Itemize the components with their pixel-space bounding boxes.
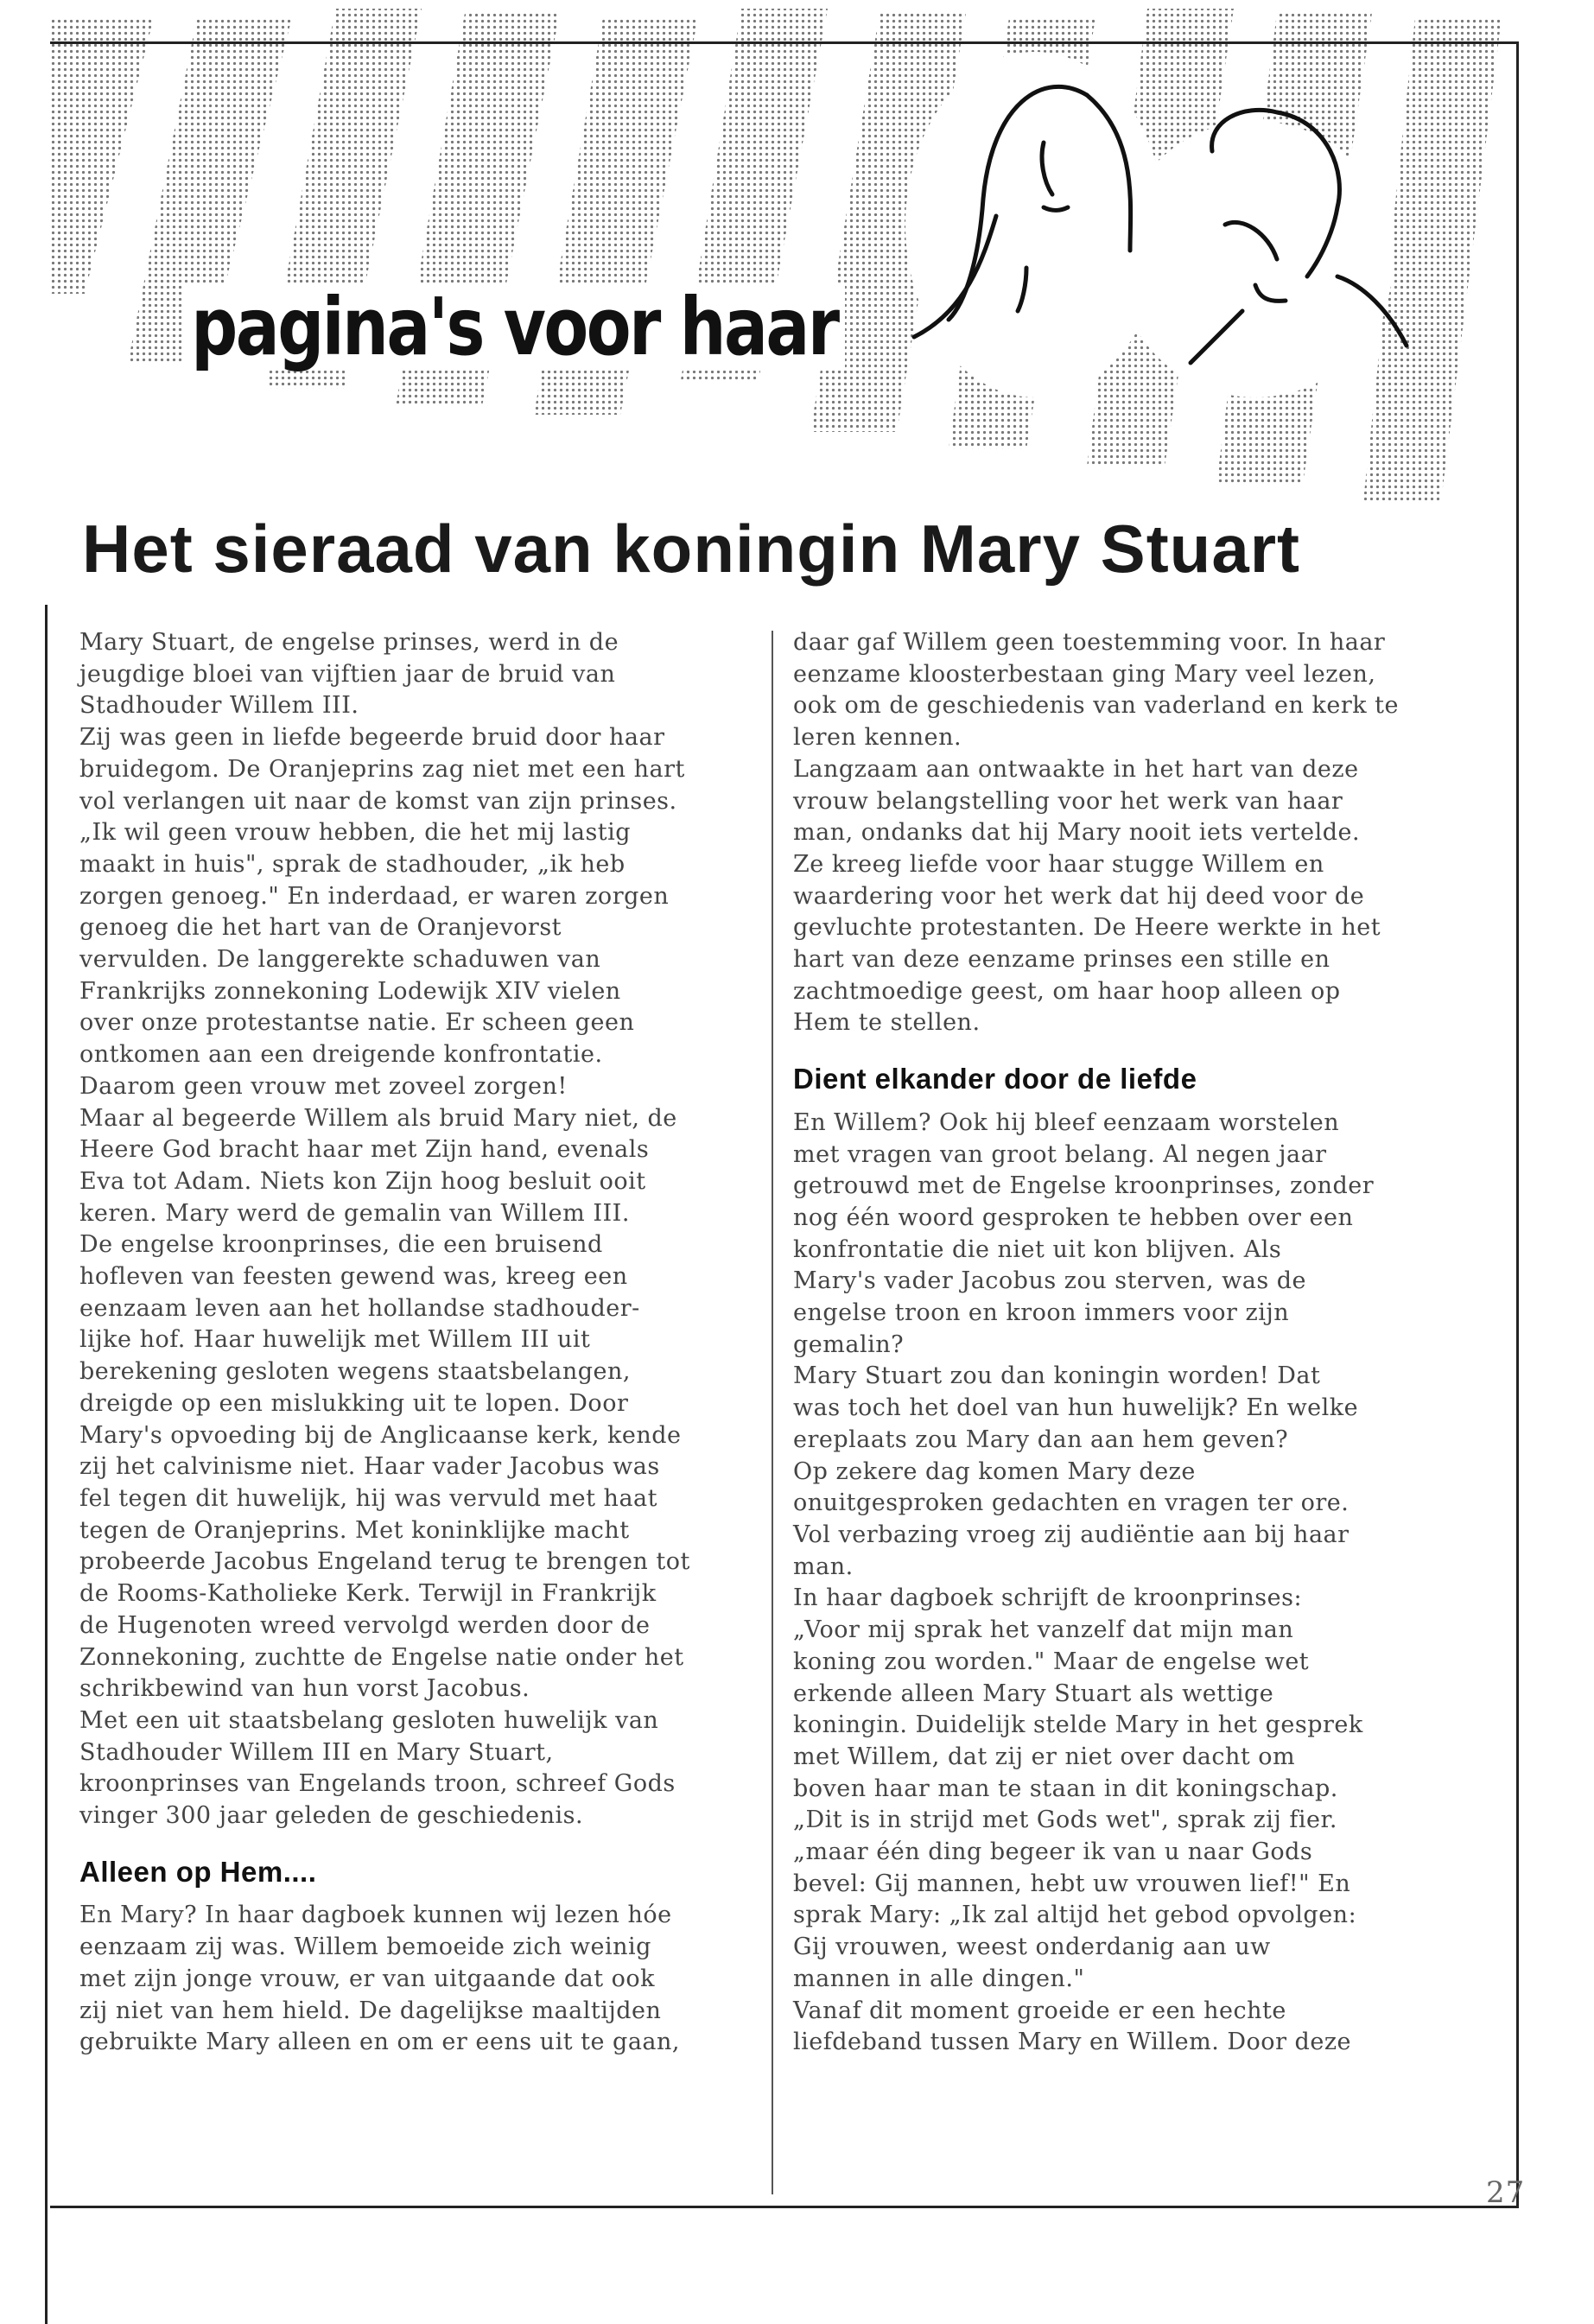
column-divider (772, 631, 773, 2194)
text-line: vinger 300 jaar geleden de geschiedenis. (79, 1802, 584, 1830)
text-line: eenzame kloosterbestaan ging Mary veel lezen, (793, 660, 1376, 688)
text-line: tegen de Oranjeprins. Met koninklijke macht (79, 1516, 630, 1544)
text-line: de Hugenoten wreed vervolgd werden door de (79, 1611, 651, 1639)
left-paragraph-2 (79, 1900, 762, 2059)
text-line: gevluchte protestanten. De Heere werkte in het (793, 914, 1381, 942)
text-line: Mary Stuart zou dan koningin worden! Dat (793, 1362, 1321, 1390)
text-line: getrouwd met de Engelse kroonprinses, zonder (793, 1172, 1375, 1200)
text-line: Vanaf dit moment groeide er een hechte (793, 1997, 1286, 2024)
text-line: Zij was geen in liefde begeerde bruid door haar (79, 724, 665, 752)
text-line: zij niet van hem hield. De dagelijkse maaltijden (79, 1997, 662, 2024)
text-line: Vol verbazing vroeg zij audiëntie aan bij haar (793, 1521, 1350, 1548)
text-line: De engelse kroonprinses, die een bruisend (79, 1231, 603, 1259)
text-line: dreigde op een mislukking uit te lopen. Door (79, 1389, 629, 1417)
text-line: vrouw belangstelling voor het werk van haar (793, 787, 1343, 815)
text-line: Mary's vader Jacobus zou sterven, was de (793, 1267, 1307, 1295)
page-number: 27 (1486, 2175, 1526, 2210)
text-line: Langzaam aan ontwaakte in het hart van deze (793, 755, 1359, 783)
text-line: maakt in huis", sprak de stadhouder, „ik heb (79, 850, 626, 878)
text-line: nog één woord gesproken te hebben over een (793, 1203, 1354, 1231)
text-line: was toch het doel van hun huwelijk? En welke (793, 1394, 1359, 1422)
text-line: onuitgesproken gedachten en vragen ter ore. (793, 1489, 1350, 1517)
subheading-alleen-op-hem: Alleen op Hem.... (79, 1855, 317, 1888)
text-line: In haar dagboek schrijft de kroonprinses: (793, 1584, 1303, 1612)
text-line: keren. Mary werd de gemalin van Willem III. (79, 1199, 630, 1227)
text-line: de Rooms-Katholieke Kerk. Terwijl in Frankrijk (79, 1580, 657, 1608)
text-line: Frankrijks zonnekoning Lodewijk XIV vielen (79, 977, 621, 1005)
right-column (793, 627, 1476, 2059)
text-line: zachtmoedige geest, om haar hoop alleen op (793, 977, 1341, 1005)
article-title: Het sieraad van koningin Mary Stuart (82, 511, 1301, 587)
text-line: Daarom geen vrouw met zoveel zorgen! (79, 1072, 568, 1100)
right-paragraph-2 (793, 1108, 1476, 2059)
text-line: boven haar man te staan in dit koningschap. (793, 1775, 1338, 1802)
text-line: kroonprinses van Engelands troon, schreef Gods (79, 1770, 676, 1798)
text-line: gebruikte Mary alleen en om er eens uit te gaan, (79, 2029, 680, 2056)
text-line: gemalin? (793, 1330, 905, 1358)
text-line: koning zou worden." Maar de engelse wet (793, 1648, 1310, 1675)
text-line: En Willem? Ook hij bleef eenzaam worstelen (793, 1108, 1340, 1136)
text-line: bevel: Gij mannen, hebt uw vrouwen lief!" En (793, 1870, 1351, 1897)
text-line: Ze kreeg liefde voor haar stugge Willem en (793, 850, 1324, 878)
text-line: met zijn jonge vrouw, er van uitgaande dat ook (79, 1965, 656, 1992)
text-line: Stadhouder Willem III en Mary Stuart, (79, 1738, 554, 1766)
left-column (79, 627, 762, 2059)
text-line: Hem te stellen. (793, 1009, 981, 1037)
text-line: ereplaats zou Mary dan aan hem geven? (793, 1426, 1289, 1453)
text-line: vervulden. De langgerekte schaduwen van (79, 946, 601, 974)
text-line: Met een uit staatsbelang gesloten huwelijk van (79, 1706, 659, 1734)
subheading-dient-elkander: Dient elkander door de liefde (793, 1063, 1197, 1095)
text-line: waardering voor het werk dat hij deed voor de (793, 882, 1365, 910)
text-line: erkende alleen Mary Stuart als wettige (793, 1680, 1274, 1707)
text-line: Zonnekoning, zuchtte de Engelse natie onder het (79, 1643, 684, 1671)
text-line: ontkomen aan een dreigende konfrontatie. (79, 1041, 603, 1069)
text-line: hofleven van feesten gewend was, kreeg een (79, 1263, 628, 1291)
text-line: „Voor mij sprak het vanzelf dat mijn man (793, 1616, 1294, 1644)
text-line: zorgen genoeg." En inderdaad, er waren zorgen (79, 882, 670, 910)
text-line: eenzaam leven aan het hollandse stadhouder- (79, 1294, 640, 1322)
page-frame-left-edge (45, 605, 48, 2324)
text-line: konfrontatie die niet uit kon blijven. Als (793, 1235, 1282, 1263)
text-line: Maar al begeerde Willem als bruid Mary niet, de (79, 1104, 677, 1132)
text-line: „Dit is in strijd met Gods wet", sprak zij fier. (793, 1806, 1337, 1834)
text-line: Mary Stuart, de engelse prinses, werd in de (79, 629, 619, 656)
text-line: Gij vrouwen, weest onderdanig aan uw (793, 1933, 1271, 1961)
text-line: man. (793, 1553, 854, 1580)
text-line: daar gaf Willem geen toestemming voor. In haar (793, 629, 1386, 656)
text-line: schrikbewind van hun vorst Jacobus. (79, 1675, 530, 1703)
text-line: zij het calvinisme niet. Haar vader Jacobus was (79, 1453, 660, 1481)
text-line: „maar één ding begeer ik van u naar Gods (793, 1838, 1313, 1866)
text-line: vol verlangen uit naar de komst van zijn prinses. (79, 787, 677, 815)
text-line: mannen in alle dingen." (793, 1965, 1085, 1992)
text-line: Mary's opvoeding bij de Anglicaanse kerk, kende (79, 1421, 682, 1449)
text-line: hart van deze eenzame prinses een stille en (793, 946, 1330, 974)
text-line: met vragen van groot belang. Al negen jaar (793, 1140, 1327, 1168)
text-line: over onze protestantse natie. Er scheen geen (79, 1009, 635, 1037)
left-paragraph-1 (79, 627, 762, 1832)
text-line: Heere God bracht haar met Zijn hand, evenals (79, 1136, 650, 1164)
text-line: fel tegen dit huwelijk, hij was vervuld met haat (79, 1484, 657, 1512)
text-line: lijke hof. Haar huwelijk met Willem III uit (79, 1326, 591, 1354)
text-line: Eva tot Adam. Niets kon Zijn hoog besluit ooit (79, 1167, 646, 1195)
text-line: bruidegom. De Oranjeprins zag niet met een hart (79, 755, 685, 783)
text-line: genoeg die het hart van de Oranjevorst (79, 914, 562, 942)
text-line: En Mary? In haar dagboek kunnen wij lezen hóe (79, 1902, 672, 1929)
text-line: liefdeband tussen Mary en Willem. Door deze (793, 2029, 1352, 2056)
text-line: Stadhouder Willem III. (79, 692, 359, 720)
text-line: engelse troon en kroon immers voor zijn (793, 1299, 1290, 1327)
text-line: probeerde Jacobus Engeland terug te brengen tot (79, 1548, 690, 1576)
text-line: sprak Mary: „Ik zal altijd het gebod opvolgen: (793, 1902, 1357, 1929)
text-line: ook om de geschiedenis van vaderland en kerk te (793, 692, 1400, 720)
text-line: man, ondanks dat hij Mary nooit iets vertelde. (793, 819, 1361, 847)
text-line: eenzaam zij was. Willem bemoeide zich weinig (79, 1933, 651, 1961)
text-line: leren kennen. (793, 724, 962, 752)
text-line: jeugdige bloei van vijftien jaar de bruid van (79, 660, 616, 688)
right-paragraph-1 (793, 627, 1476, 1039)
text-line: met Willem, dat zij er niet over dacht om (793, 1743, 1296, 1770)
section-label: pagina's voor haar (184, 283, 845, 371)
text-line: „Ik wil geen vrouw hebben, die het mij lastig (79, 819, 632, 847)
text-line: koningin. Duidelijk stelde Mary in het gesprek (793, 1711, 1363, 1739)
text-line: berekening gesloten wegens staatsbelangen, (79, 1358, 631, 1386)
text-line: Op zekere dag komen Mary deze (793, 1457, 1196, 1485)
